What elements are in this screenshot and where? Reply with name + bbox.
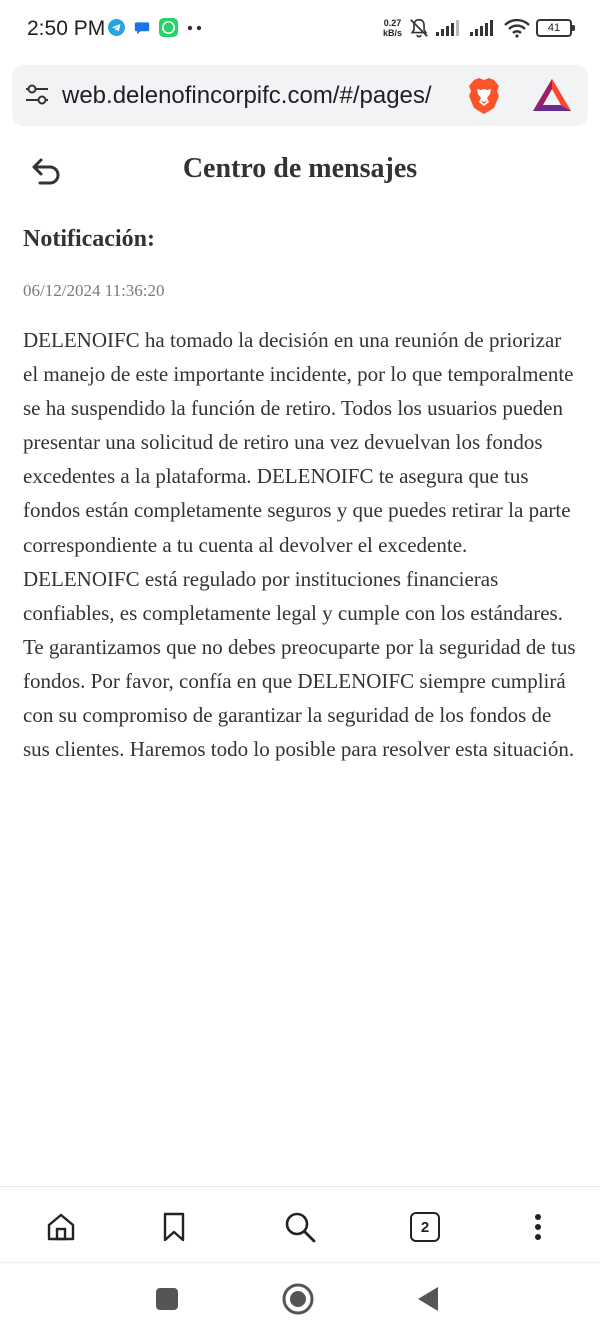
status-bar <box>0 0 600 60</box>
telegram-icon <box>108 19 125 36</box>
bat-rewards-icon[interactable] <box>532 78 572 112</box>
tab-count: 2 <box>420 1218 430 1236</box>
search-button[interactable] <box>280 1207 320 1247</box>
recents-button[interactable] <box>149 1281 185 1317</box>
menu-button[interactable] <box>518 1207 558 1247</box>
brave-shield-icon[interactable] <box>466 77 502 115</box>
net-speed-value: 0.27 <box>383 18 402 28</box>
tabs-icon <box>410 1212 440 1242</box>
signal-icon <box>436 19 464 37</box>
wifi-icon <box>504 18 530 38</box>
back-triangle-icon <box>416 1286 440 1312</box>
net-speed-unit: kB/s <box>382 28 402 38</box>
tabs-button[interactable] <box>405 1207 445 1247</box>
battery-level: 41 <box>547 22 561 34</box>
bookmark-button[interactable] <box>154 1207 194 1247</box>
home-button[interactable] <box>41 1207 81 1247</box>
messages-icon <box>134 20 150 36</box>
menu-icon <box>534 1213 542 1241</box>
status-time: 2:50 PM <box>27 17 106 40</box>
browser-toolbar <box>0 1186 600 1262</box>
system-navigation-bar <box>0 1262 600 1333</box>
notification-heading: Notificación: <box>23 226 155 252</box>
battery-icon <box>536 19 572 37</box>
home-icon <box>46 1212 76 1242</box>
page-title: Centro de mensajes <box>182 153 418 184</box>
search-icon <box>284 1211 316 1243</box>
site-settings-icon[interactable] <box>24 83 50 107</box>
page-header <box>0 140 600 204</box>
more-dots-icon <box>187 25 203 31</box>
mute-icon <box>408 17 430 39</box>
notification-body: DELENOIFC ha tomado la decisión en una reunión de priorizar el manejo de este importante incidente, por lo que temporalmente se ha suspendido la función de retiro. Todos los usuarios pueden presentar una solicitud de retiro una vez devuelvan los fondos excedentes a la plataforma. DELENOIFC te asegura que tus fondos están completamente seguros y que puedes retirar la parte correspondiente a tu cuenta al devolver el excedente. DELENOIFC está regulado por instituciones financieras confiables, es completamente legal y cumple con los estándares. Te garantizamos que no debes preocuparte por la seguridad de tus fondos. Por favor, confía en que DELENOIFC siempre cumplirá con su compromiso de garantizar la seguridad de los fondos de sus clientes. Haremos todo lo posible para resolver esta situación. <box>23 328 576 762</box>
system-icons <box>383 17 572 39</box>
back-nav-button[interactable] <box>410 1281 446 1317</box>
notification-icons <box>108 18 203 37</box>
recents-square-icon <box>155 1287 179 1311</box>
whatsapp-icon <box>159 18 178 37</box>
notification-date: 06/12/2024 11:36:20 <box>23 281 165 300</box>
url-text[interactable]: web.delenofincorpifc.com/#/pages/ <box>62 82 432 109</box>
home-circle-icon <box>282 1283 314 1315</box>
bookmark-icon <box>162 1212 186 1242</box>
signal-icon <box>470 19 498 37</box>
home-nav-button[interactable] <box>280 1281 316 1317</box>
address-bar[interactable] <box>12 65 588 126</box>
net-speed <box>383 18 402 38</box>
